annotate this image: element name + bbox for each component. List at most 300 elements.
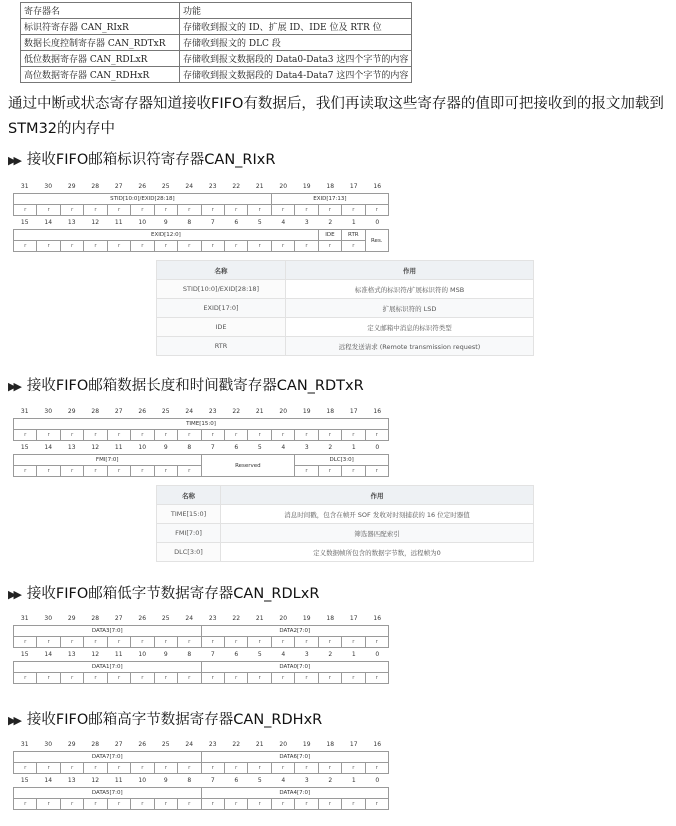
- access-row: [14, 673, 389, 684]
- bit-number: 27: [114, 615, 123, 622]
- table-cell: 数据长度控制寄存器 CAN_RDTxR: [21, 35, 180, 51]
- bit-number: 31: [20, 183, 29, 190]
- bit-number: 19: [302, 741, 311, 748]
- field-dlc: DLC[3:0]: [295, 455, 389, 466]
- bit-number: 19: [302, 408, 311, 415]
- field-data4: DATA4[7:0]: [201, 788, 389, 799]
- bit-number: 16: [373, 741, 382, 748]
- access-cell: r: [271, 430, 294, 441]
- double-arrow-icon: ▶▶: [8, 154, 19, 167]
- bit-number: 3: [304, 219, 309, 226]
- access-cell: r: [318, 205, 341, 216]
- bit-number: 13: [67, 219, 76, 226]
- table-cell: 存储收到报文数据段的 Data4-Data7 这四个字节的内容: [180, 67, 412, 83]
- bit-number: 2: [328, 651, 333, 658]
- table-row: [157, 505, 534, 524]
- access-cell: r: [14, 466, 37, 477]
- field-exid-low: EXID[12:0]: [14, 230, 319, 241]
- section-title: 接收FIFO邮箱低字节数据寄存器CAN_RDLxR: [26, 586, 320, 602]
- access-cell: r: [154, 466, 177, 477]
- access-cell: r: [201, 799, 224, 810]
- access-cell: r: [14, 763, 37, 774]
- bit-number: 5: [257, 777, 262, 784]
- table-row: [157, 543, 534, 562]
- section-title: 接收FIFO邮箱高字节数据寄存器CAN_RDHxR: [26, 712, 323, 728]
- bit-number: 20: [279, 408, 288, 415]
- bit-number: 30: [44, 615, 53, 622]
- bit-number: 25: [161, 615, 170, 622]
- bit-number: 18: [326, 183, 335, 190]
- bit-number: 30: [44, 183, 53, 190]
- bit-number: 20: [279, 615, 288, 622]
- access-cell: r: [84, 205, 107, 216]
- bit-number: 10: [138, 444, 147, 451]
- bit-number: 11: [114, 777, 123, 784]
- access-cell: r: [154, 637, 177, 648]
- bit-numbers-high: [13, 615, 389, 625]
- bit-number: 15: [20, 219, 29, 226]
- bit-number: 28: [91, 408, 100, 415]
- access-cell: r: [318, 673, 341, 684]
- access-cell: r: [342, 799, 365, 810]
- access-cell: r: [224, 637, 247, 648]
- access-cell: r: [154, 799, 177, 810]
- desc-name: EXID[17:0]: [157, 299, 286, 318]
- bit-number: 24: [185, 741, 194, 748]
- bit-number: 9: [163, 777, 168, 784]
- desc-text: 筛选器匹配索引: [221, 524, 534, 543]
- access-cell: r: [131, 241, 154, 252]
- field-ide: IDE: [318, 230, 341, 241]
- bit-number: 30: [44, 408, 53, 415]
- access-cell: r: [107, 205, 130, 216]
- bit-number: 10: [138, 777, 147, 784]
- access-cell: r: [37, 763, 60, 774]
- bit-number: 9: [163, 444, 168, 451]
- register-diagram-rdhxr-low: [13, 787, 389, 810]
- access-row: [14, 241, 389, 252]
- access-cell: r: [37, 799, 60, 810]
- access-cell: r: [178, 799, 201, 810]
- access-cell: r: [365, 430, 388, 441]
- access-cell: r: [248, 673, 271, 684]
- access-cell: r: [271, 205, 294, 216]
- bit-number: 8: [187, 651, 192, 658]
- bit-number: 5: [257, 651, 262, 658]
- table-cell: 标识符寄存器 CAN_RIxR: [21, 19, 180, 35]
- bit-number: 6: [234, 777, 239, 784]
- field-data6: DATA6[7:0]: [201, 752, 389, 763]
- access-cell: r: [131, 466, 154, 477]
- double-arrow-icon: ▶▶: [8, 588, 19, 601]
- section-heading-rdlxr: [8, 584, 319, 605]
- access-cell: r: [295, 673, 318, 684]
- bit-number: 5: [257, 444, 262, 451]
- access-cell: r: [37, 241, 60, 252]
- bit-number: 12: [91, 651, 100, 658]
- bit-number: 12: [91, 219, 100, 226]
- section-title: 接收FIFO邮箱标识符寄存器CAN_RIxR: [26, 152, 276, 168]
- desc-header: 作用: [221, 486, 534, 505]
- desc-text: 定义邮箱中消息的标识符类型: [286, 318, 534, 337]
- bit-number: 13: [67, 444, 76, 451]
- access-cell: r: [201, 673, 224, 684]
- access-cell: r: [295, 799, 318, 810]
- bit-number: 6: [234, 444, 239, 451]
- bit-number: 0: [375, 444, 380, 451]
- bit-number: 23: [208, 741, 217, 748]
- desc-name: IDE: [157, 318, 286, 337]
- table-cell: 存储收到报文的 DLC 段: [180, 35, 412, 51]
- access-cell: r: [248, 241, 271, 252]
- bit-number: 11: [114, 444, 123, 451]
- access-cell: r: [248, 205, 271, 216]
- access-cell: r: [342, 466, 365, 477]
- access-cell: r: [178, 430, 201, 441]
- access-cell: r: [295, 466, 318, 477]
- field-fmi: FMI[7:0]: [14, 455, 202, 466]
- field-reserved: Res.: [365, 230, 388, 252]
- desc-text: 远程发送请求 (Remote transmission request): [286, 337, 534, 356]
- access-cell: r: [60, 763, 83, 774]
- register-diagram-rdtxr-low: [13, 454, 389, 477]
- bit-number: 1: [351, 444, 356, 451]
- access-cell: r: [14, 799, 37, 810]
- bit-number: 9: [163, 651, 168, 658]
- bit-number: 26: [138, 408, 147, 415]
- bit-numbers-low: [13, 444, 389, 454]
- bit-number: 17: [349, 183, 358, 190]
- bit-number: 29: [67, 615, 76, 622]
- bit-number: 21: [255, 183, 264, 190]
- access-cell: r: [295, 241, 318, 252]
- bit-number: 7: [210, 444, 215, 451]
- bit-number: 14: [44, 777, 53, 784]
- access-cell: r: [154, 241, 177, 252]
- desc-name: DLC[3:0]: [157, 543, 221, 562]
- bit-number: 21: [255, 408, 264, 415]
- access-cell: r: [271, 637, 294, 648]
- bit-number: 24: [185, 408, 194, 415]
- access-cell: r: [271, 241, 294, 252]
- bit-number: 8: [187, 219, 192, 226]
- bit-number: 17: [349, 615, 358, 622]
- access-cell: r: [154, 673, 177, 684]
- bit-number: 29: [67, 741, 76, 748]
- bit-number: 22: [232, 615, 241, 622]
- table-row: [157, 299, 534, 318]
- bit-number: 20: [279, 741, 288, 748]
- table-row: [157, 337, 534, 356]
- bit-numbers-high: [13, 408, 389, 418]
- access-cell: r: [84, 763, 107, 774]
- access-cell: r: [248, 430, 271, 441]
- bit-number: 10: [138, 651, 147, 658]
- bit-number: 23: [208, 408, 217, 415]
- access-cell: r: [178, 205, 201, 216]
- access-cell: r: [178, 763, 201, 774]
- desc-text: 扩展标识符的 LSD: [286, 299, 534, 318]
- field-data2: DATA2[7:0]: [201, 626, 389, 637]
- table-header-cell: 功能: [180, 3, 412, 19]
- access-cell: r: [178, 466, 201, 477]
- access-cell: r: [84, 673, 107, 684]
- table-cell: 低位数据寄存器 CAN_RDLxR: [21, 51, 180, 67]
- table-row: [21, 67, 412, 83]
- bit-number: 3: [304, 444, 309, 451]
- desc-name: STID[10:0]/EXID[28:18]: [157, 280, 286, 299]
- register-diagram-rixr: [13, 193, 389, 216]
- field-data0: DATA0[7:0]: [201, 662, 389, 673]
- bit-number: 22: [232, 408, 241, 415]
- access-cell: r: [365, 763, 388, 774]
- register-summary-table: [20, 2, 412, 83]
- bit-number: 16: [373, 408, 382, 415]
- access-cell: r: [178, 637, 201, 648]
- access-cell: r: [84, 799, 107, 810]
- access-cell: r: [271, 673, 294, 684]
- table-cell: 存储收到报文的 ID、扩展 ID、IDE 位及 RTR 位: [180, 19, 412, 35]
- access-cell: r: [224, 430, 247, 441]
- table-row: [157, 280, 534, 299]
- desc-text: 消息时间戳，包含在帧开 SOF 发收对时刻捕获的 16 位定时器值: [221, 505, 534, 524]
- access-cell: r: [224, 241, 247, 252]
- access-cell: r: [154, 763, 177, 774]
- access-cell: r: [342, 205, 365, 216]
- access-cell: r: [201, 430, 224, 441]
- access-cell: r: [14, 430, 37, 441]
- access-row: [14, 763, 389, 774]
- bit-number: 16: [373, 183, 382, 190]
- field-reserved: Reserved: [201, 455, 295, 477]
- access-cell: r: [60, 205, 83, 216]
- access-cell: r: [295, 763, 318, 774]
- bit-number: 26: [138, 741, 147, 748]
- access-cell: r: [224, 673, 247, 684]
- access-cell: r: [154, 205, 177, 216]
- access-cell: r: [318, 763, 341, 774]
- table-row: [21, 19, 412, 35]
- desc-text: 标准格式的标识符/扩展标识符的 MSB: [286, 280, 534, 299]
- bit-number: 7: [210, 219, 215, 226]
- bit-numbers-low: [13, 777, 389, 787]
- bit-number: 13: [67, 777, 76, 784]
- field-data3: DATA3[7:0]: [14, 626, 202, 637]
- desc-name: TIME[15:0]: [157, 505, 221, 524]
- table-row: [21, 51, 412, 67]
- bit-number: 28: [91, 615, 100, 622]
- bit-number: 9: [163, 219, 168, 226]
- access-cell: r: [342, 637, 365, 648]
- bit-number: 5: [257, 219, 262, 226]
- bit-number: 17: [349, 741, 358, 748]
- access-cell: r: [224, 799, 247, 810]
- desc-name: RTR: [157, 337, 286, 356]
- table-header-cell: 寄存器名: [21, 3, 180, 19]
- bit-number: 0: [375, 219, 380, 226]
- access-cell: r: [178, 241, 201, 252]
- bit-number: 6: [234, 219, 239, 226]
- access-cell: r: [107, 466, 130, 477]
- bit-number: 16: [373, 615, 382, 622]
- bit-number: 27: [114, 741, 123, 748]
- bit-number: 7: [210, 651, 215, 658]
- intro-paragraph: 通过中断或状态寄存器知道接收FIFO有数据后，我们再读取这些寄存器的值即可把接收到的报文加载到STM32的内存中: [8, 96, 664, 137]
- bit-number: 19: [302, 183, 311, 190]
- access-cell: r: [248, 763, 271, 774]
- table-row: [21, 3, 412, 19]
- bit-number: 1: [351, 651, 356, 658]
- field-exid-high: EXID[17:13]: [271, 194, 388, 205]
- access-cell: r: [318, 799, 341, 810]
- access-cell: r: [248, 637, 271, 648]
- bit-number: 28: [91, 741, 100, 748]
- access-cell: r: [201, 637, 224, 648]
- bit-number: 10: [138, 219, 147, 226]
- bit-number: 11: [114, 219, 123, 226]
- bit-number: 4: [281, 219, 286, 226]
- bit-number: 13: [67, 651, 76, 658]
- table-row: [21, 35, 412, 51]
- bit-number: 31: [20, 615, 29, 622]
- access-cell: r: [365, 673, 388, 684]
- access-cell: r: [37, 673, 60, 684]
- access-row: [14, 430, 389, 441]
- desc-name: FMI[7:0]: [157, 524, 221, 543]
- access-cell: r: [107, 241, 130, 252]
- bit-number: 2: [328, 219, 333, 226]
- bit-number: 4: [281, 444, 286, 451]
- bit-number: 19: [302, 615, 311, 622]
- bit-number: 21: [255, 615, 264, 622]
- field-rtr: RTR: [342, 230, 365, 241]
- access-cell: r: [131, 430, 154, 441]
- bit-number: 23: [208, 615, 217, 622]
- double-arrow-icon: ▶▶: [8, 380, 19, 393]
- access-cell: r: [201, 241, 224, 252]
- field-data5: DATA5[7:0]: [14, 788, 202, 799]
- access-cell: r: [342, 763, 365, 774]
- bit-number: 26: [138, 183, 147, 190]
- access-cell: r: [365, 205, 388, 216]
- bit-number: 20: [279, 183, 288, 190]
- bit-number: 17: [349, 408, 358, 415]
- access-cell: r: [154, 430, 177, 441]
- bit-number: 15: [20, 651, 29, 658]
- desc-header: 作用: [286, 261, 534, 280]
- bit-number: 3: [304, 651, 309, 658]
- bit-number: 31: [20, 408, 29, 415]
- access-cell: r: [60, 241, 83, 252]
- access-cell: r: [295, 637, 318, 648]
- bit-number: 18: [326, 615, 335, 622]
- bit-number: 6: [234, 651, 239, 658]
- section-title: 接收FIFO邮箱数据长度和时间戳寄存器CAN_RDTxR: [26, 378, 364, 394]
- bit-number: 15: [20, 444, 29, 451]
- table-row: [157, 318, 534, 337]
- bit-number: 18: [326, 741, 335, 748]
- access-cell: r: [84, 637, 107, 648]
- bit-number: 1: [351, 219, 356, 226]
- access-cell: r: [342, 241, 365, 252]
- field-stid: STID[10:0]/EXID[28:18]: [14, 194, 272, 205]
- field-time: TIME[15:0]: [14, 419, 389, 430]
- bit-number: 22: [232, 183, 241, 190]
- bit-number: 30: [44, 741, 53, 748]
- bit-number: 25: [161, 183, 170, 190]
- access-cell: r: [271, 763, 294, 774]
- access-row: [14, 799, 389, 810]
- access-cell: r: [178, 673, 201, 684]
- bit-number: 25: [161, 741, 170, 748]
- bit-number: 29: [67, 408, 76, 415]
- bit-number: 0: [375, 651, 380, 658]
- access-cell: r: [37, 205, 60, 216]
- bit-number: 25: [161, 408, 170, 415]
- access-cell: r: [107, 430, 130, 441]
- access-cell: r: [60, 430, 83, 441]
- access-cell: r: [84, 430, 107, 441]
- bit-numbers-high: [13, 183, 389, 193]
- access-cell: r: [14, 241, 37, 252]
- bit-number: 24: [185, 615, 194, 622]
- section-heading-rixr: [8, 150, 275, 171]
- bit-number: 14: [44, 219, 53, 226]
- access-cell: r: [342, 430, 365, 441]
- field-description-table-rdtxr: [156, 485, 534, 562]
- bit-number: 31: [20, 741, 29, 748]
- access-cell: r: [84, 241, 107, 252]
- access-cell: r: [107, 799, 130, 810]
- access-cell: r: [14, 673, 37, 684]
- bit-number: 0: [375, 777, 380, 784]
- access-cell: r: [60, 673, 83, 684]
- bit-number: 22: [232, 741, 241, 748]
- access-cell: r: [295, 205, 318, 216]
- access-cell: r: [295, 430, 318, 441]
- access-cell: r: [131, 763, 154, 774]
- bit-number: 18: [326, 408, 335, 415]
- bit-numbers-low: [13, 219, 389, 229]
- access-cell: r: [107, 763, 130, 774]
- access-cell: r: [365, 466, 388, 477]
- field-data1: DATA1[7:0]: [14, 662, 202, 673]
- access-cell: r: [14, 205, 37, 216]
- field-data7: DATA7[7:0]: [14, 752, 202, 763]
- access-cell: r: [60, 637, 83, 648]
- bit-number: 4: [281, 651, 286, 658]
- bit-number: 27: [114, 183, 123, 190]
- section-heading-rdhxr: [8, 710, 322, 731]
- bit-number: 11: [114, 651, 123, 658]
- bit-number: 1: [351, 777, 356, 784]
- access-cell: r: [131, 637, 154, 648]
- bit-number: 8: [187, 444, 192, 451]
- access-cell: r: [318, 466, 341, 477]
- desc-text: 定义数据帧所包含的数据字节数，远程帧为0: [221, 543, 534, 562]
- access-row: [14, 637, 389, 648]
- table-cell: 高位数据寄存器 CAN_RDHxR: [21, 67, 180, 83]
- bit-number: 23: [208, 183, 217, 190]
- access-cell: r: [201, 763, 224, 774]
- bit-numbers-high: [13, 741, 389, 751]
- bit-number: 12: [91, 444, 100, 451]
- access-cell: r: [342, 673, 365, 684]
- access-cell: r: [224, 763, 247, 774]
- access-cell: r: [248, 799, 271, 810]
- table-cell: 存储收到报文数据段的 Data0-Data3 这四个字节的内容: [180, 51, 412, 67]
- desc-header: 名称: [157, 486, 221, 505]
